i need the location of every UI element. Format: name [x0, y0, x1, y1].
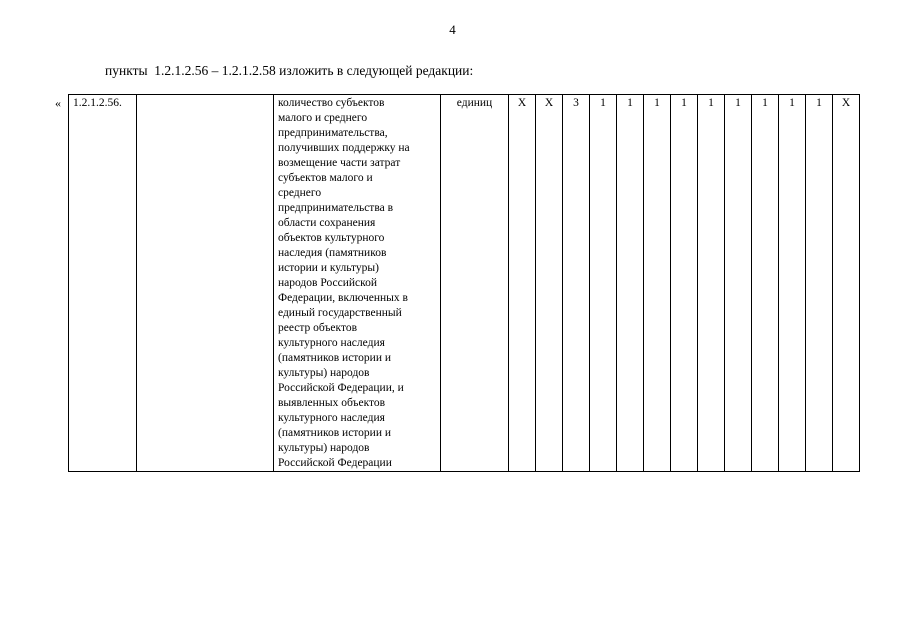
description-line: области сохранения: [278, 217, 376, 229]
page-number: 4: [449, 22, 456, 37]
item-number: 1.2.1.2.56.: [73, 97, 122, 109]
value-cell: 1: [698, 95, 725, 472]
value-cell: 1: [617, 95, 644, 472]
value-cell: 1: [644, 95, 671, 472]
description-line: культуры) народов: [278, 367, 370, 379]
description-line: (памятников истории и: [278, 427, 392, 439]
value-cell: Х: [833, 95, 860, 472]
description-line: малого и среднего: [278, 112, 368, 124]
description-line: народов Российской: [278, 277, 378, 289]
description-line: предпринимательства в: [278, 202, 394, 214]
description-line: Российской Федерации: [278, 457, 392, 469]
description-line: объектов культурного: [278, 232, 385, 244]
description-line: культуры) народов: [278, 442, 370, 454]
description-line: культурного наследия: [278, 412, 385, 424]
item-number-cell: [69, 95, 137, 472]
description-line: среднего: [278, 187, 322, 199]
description-line: реестр объектов: [278, 322, 357, 334]
opening-quote: «: [55, 96, 61, 110]
indicator-table: [68, 94, 860, 472]
description-line: Федерации, включенных в: [278, 292, 408, 304]
unit-cell: [441, 95, 509, 472]
value-cell: Х: [509, 95, 536, 472]
value-cell: 1: [779, 95, 806, 472]
description-line: получивших поддержку на: [278, 142, 410, 154]
description-line: выявленных объектов: [278, 397, 386, 409]
indicator-description: [274, 95, 441, 472]
description-line: наследия (памятников: [278, 247, 387, 259]
description-line: истории и культуры): [278, 262, 379, 274]
description-line: возмещение части затрат: [278, 157, 401, 169]
description-line: культурного наследия: [278, 337, 385, 349]
description-line: Российской Федерации, и: [278, 382, 404, 394]
empty-cell: [137, 95, 274, 472]
value-cell: 1: [725, 95, 752, 472]
table-row: [69, 95, 860, 472]
value-cell: 1: [752, 95, 779, 472]
description-line: предпринимательства,: [278, 127, 388, 139]
value-cell: 1: [671, 95, 698, 472]
intro-text: пункты 1.2.1.2.56 – 1.2.1.2.58 изложить в следующей редакции:: [105, 63, 474, 78]
description-line: (памятников истории и: [278, 352, 392, 364]
value-cell: 1: [590, 95, 617, 472]
value-cell: 3: [563, 95, 590, 472]
description-line: количество субъектов: [278, 97, 385, 109]
description-line: единый государственный: [278, 307, 402, 319]
description-line: субъектов малого и: [278, 172, 373, 184]
value-cell: Х: [536, 95, 563, 472]
unit-label: единиц: [456, 97, 493, 109]
value-cell: 1: [806, 95, 833, 472]
